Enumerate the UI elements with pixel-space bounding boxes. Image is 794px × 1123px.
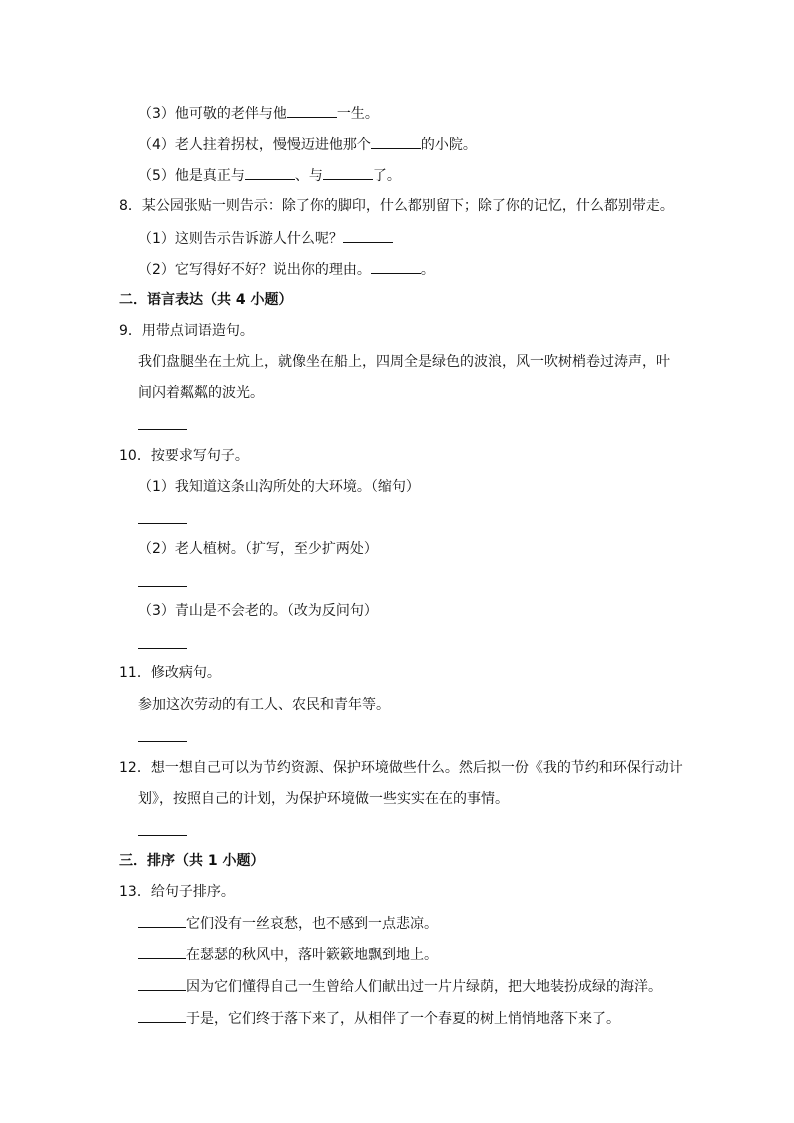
q10-sub3: （3）青山是不会老的。（改为反问句）	[138, 603, 378, 619]
q7-item5-pre: （5）他是真正与	[138, 168, 245, 184]
q7-item3-post: 一生。	[336, 106, 379, 122]
q12-line1: 12．想一想自己可以为节约资源、保护环境做些什么。然后拟一份《我的节约和环保行动计	[119, 760, 683, 776]
q7-item4-pre: （4）老人拄着拐杖，慢慢迈进他那个	[138, 137, 371, 153]
answer-blank[interactable]	[343, 229, 393, 243]
q7-item3	[138, 104, 379, 123]
q7-item4	[138, 135, 477, 154]
q11-stem: 11．修改病句。	[119, 665, 221, 681]
q13-sentence-4-text: 于是，它们终于落下来了，从相伴了一个春夏的树上悄悄地落下来了。	[186, 1011, 620, 1027]
q7-item4-post: 的小院。	[420, 137, 477, 153]
q12-line2: 划》，按照自己的计划，为保护环境做一些实实在在的事情。	[138, 791, 509, 807]
q7-item5-mid: 、与	[294, 168, 323, 184]
q13-sentence-4	[138, 1009, 620, 1028]
q8-sub1-text: （1）这则告示告诉游人什么呢？	[138, 231, 343, 247]
answer-blank[interactable]	[287, 104, 337, 118]
answer-blank[interactable]	[138, 1009, 186, 1023]
q13-sentence-2	[138, 945, 438, 964]
q9-text-line2: 间闪着粼粼的波光。	[138, 385, 264, 401]
q9-text-line1: 我们盘腿坐在土炕上，就像坐在船上，四周全是绿色的波浪，风一吹树梢卷过涛声，叶	[138, 354, 670, 370]
answer-blank[interactable]	[138, 914, 186, 928]
answer-blank[interactable]	[371, 135, 421, 149]
q8-stem: 8．某公园张贴一则告示：除了你的脚印，什么都别留下；除了你的记忆，什么都别带走。	[119, 198, 674, 214]
q13-sentence-3-text: 因为它们懂得自己一生曾给人们献出过一片片绿荫，把大地装扮成绿的海洋。	[186, 979, 662, 995]
answer-blank[interactable]	[323, 166, 373, 180]
q11-answer-blank[interactable]	[138, 740, 187, 742]
section-heading-3: 三．排序（共 1 小题）	[119, 853, 265, 869]
q13-sentence-1	[138, 914, 438, 933]
q8-sub1	[138, 229, 393, 248]
q13-sentence-3	[138, 977, 662, 996]
q10-sub2-answer-blank[interactable]	[138, 585, 187, 587]
q8-sub2-post: 。	[420, 262, 435, 278]
q10-stem: 10．按要求写句子。	[119, 448, 249, 464]
answer-blank[interactable]	[138, 977, 186, 991]
q7-item5-post: 了。	[372, 168, 401, 184]
q9-stem: 9．用带点词语造句。	[119, 323, 254, 339]
q9-answer-blank[interactable]	[138, 428, 187, 430]
q12-answer-blank[interactable]	[138, 834, 187, 836]
q13-stem: 13．给句子排序。	[119, 884, 235, 900]
q8-sub2-text: （2）它写得好不好？说出你的理由。	[138, 262, 371, 278]
q13-sentence-2-text: 在瑟瑟的秋风中，落叶簌簌地飘到地上。	[186, 947, 438, 963]
q7-item3-pre: （3）他可敬的老伴与他	[138, 106, 287, 122]
q10-sub2: （2）老人植树。（扩写，至少扩两处）	[138, 541, 378, 557]
q10-sub1-answer-blank[interactable]	[138, 522, 187, 524]
answer-blank[interactable]	[138, 945, 186, 959]
q10-sub1: （1）我知道这条山沟所处的大环境。（缩句）	[138, 479, 420, 495]
answer-blank[interactable]	[245, 166, 295, 180]
section-heading-2: 二．语言表达（共 4 小题）	[119, 292, 293, 308]
q8-sub2	[138, 260, 435, 279]
q7-item5	[138, 166, 401, 185]
q13-sentence-1-text: 它们没有一丝哀愁，也不感到一点悲凉。	[186, 916, 438, 932]
answer-blank[interactable]	[371, 260, 421, 274]
q11-text: 参加这次劳动的有工人、农民和青年等。	[138, 697, 390, 713]
q10-sub3-answer-blank[interactable]	[138, 647, 187, 649]
